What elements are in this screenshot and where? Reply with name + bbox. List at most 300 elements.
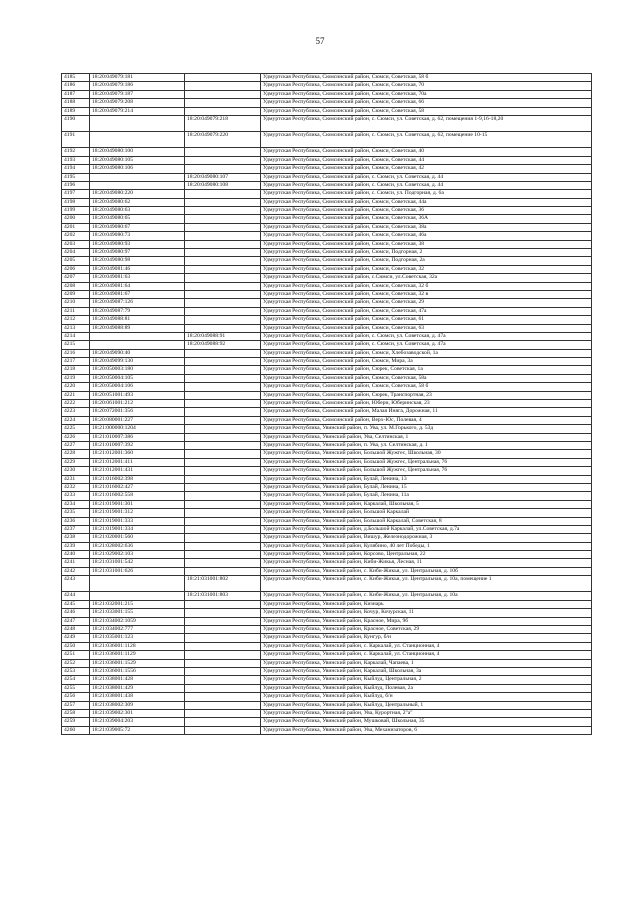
premises-number-cell xyxy=(185,425,261,433)
address-cell: Удмуртская Республика, Сюмсинский район, Сюмси, Советская, 58 б xyxy=(261,74,592,82)
table-row xyxy=(62,249,592,257)
address-cell: Удмуртская Республика, Увинский район, Кунгур, б/н xyxy=(261,634,592,642)
table-row xyxy=(62,492,592,500)
address-cell: Удмуртская Республика, Сюмсинский район, Сюрек, Советская, 1а xyxy=(261,366,592,374)
table-row xyxy=(62,609,592,617)
cadastral-number-cell: 18:21:032001:215 xyxy=(90,600,185,608)
premises-number-cell xyxy=(185,107,261,115)
address-cell: Удмуртская Республика, Увинский район, Киби-Жикья, Лесная, 11 xyxy=(261,559,592,567)
address-cell: Удмуртская Республика, Сюмсинский район, Сюмси, Советская, 66 xyxy=(261,99,592,107)
premises-number-cell xyxy=(185,165,261,173)
premises-number-cell xyxy=(185,626,261,634)
premises-number-cell xyxy=(185,500,261,508)
address-cell: Удмуртская Республика, Сюмсинский район, Сюмси, Советская, 29 xyxy=(261,299,592,307)
table-row xyxy=(62,198,592,206)
premises-number-cell: 18:20:049080:107 xyxy=(185,173,261,181)
row-number-cell: 4239 xyxy=(62,542,90,550)
premises-number-cell xyxy=(185,559,261,567)
cadastral-number-cell: 18:21:036001:1129 xyxy=(90,651,185,659)
premises-number-cell xyxy=(185,156,261,164)
cadastral-number-cell: 18:21:038001:428 xyxy=(90,676,185,684)
address-cell: Удмуртская Республика, Сюмсинский район, Сюмси, Советская, 58 xyxy=(261,107,592,115)
row-number-cell: 4190 xyxy=(62,115,90,131)
premises-number-cell xyxy=(185,509,261,517)
premises-number-cell xyxy=(185,651,261,659)
cadastral-number-cell: 18:21:033001:155 xyxy=(90,609,185,617)
table-row xyxy=(62,416,592,424)
table-row xyxy=(62,299,592,307)
table-row xyxy=(62,483,592,491)
table-row xyxy=(62,282,592,290)
table-row xyxy=(62,542,592,550)
address-cell: Удмуртская Республика, Увинский район, Кыйлуд, Центральная, 2 xyxy=(261,676,592,684)
row-number-cell: 4195 xyxy=(62,173,90,181)
premises-number-cell xyxy=(185,299,261,307)
row-number-cell: 4193 xyxy=(62,156,90,164)
cadastral-number-cell: 18:20:049081:64 xyxy=(90,282,185,290)
registry-table-body xyxy=(62,74,592,735)
address-cell: Удмуртская Республика, Увинский район, Красное, Мира, 9б xyxy=(261,617,592,625)
table-row xyxy=(62,693,592,701)
address-cell: Удмуртская Республика, Сюмсинский район, Сюмси, Советская, 47а xyxy=(261,307,592,315)
premises-number-cell xyxy=(185,198,261,206)
table-row xyxy=(62,567,592,575)
address-cell: Удмуртская Республика, Сюмсинский район, Сюмси, Советская, 44а xyxy=(261,198,592,206)
premises-number-cell xyxy=(185,567,261,575)
table-row xyxy=(62,290,592,298)
cadastral-number-cell: 18:21:020001:560 xyxy=(90,534,185,542)
address-cell: Удмуртская Республика, Сюмсинский район, с.Сюмси, ул.Советская, 32а xyxy=(261,274,592,282)
table-row xyxy=(62,551,592,559)
cadastral-number-cell: 18:21:039005:72 xyxy=(90,726,185,734)
address-cell: Удмуртская Республика, Увинский район, Ува, Курортная, 2"а" xyxy=(261,709,592,717)
premises-number-cell: 18:20:049079:218 xyxy=(185,115,261,131)
cadastral-number-cell: 18:21:038001:429 xyxy=(90,684,185,692)
cadastral-number-cell: 18:20:049090:40 xyxy=(90,349,185,357)
cadastral-number-cell: 18:20:049088:89 xyxy=(90,324,185,332)
address-cell: Удмуртская Республика, Сюмсинский район, Сюмси, Советская, 46а xyxy=(261,232,592,240)
cadastral-number-cell: 18:21:016002:398 xyxy=(90,475,185,483)
address-cell: Удмуртская Республика, Сюмсинский район, с. Сюмси, ул. Советская, д. 44 xyxy=(261,173,592,181)
row-number-cell: 4223 xyxy=(62,408,90,416)
address-cell: Удмуртская Республика, Увинский район, Большой Жужгес, Центральная, 76 xyxy=(261,458,592,466)
table-row xyxy=(62,718,592,726)
row-number-cell: 4230 xyxy=(62,467,90,475)
address-cell: Удмуртская Республика, Сюмсинский район, Юбери, Юберинская, 23 xyxy=(261,400,592,408)
row-number-cell: 4235 xyxy=(62,509,90,517)
table-row xyxy=(62,366,592,374)
address-cell: Удмуртская Республика, Сюмсинский район, Малая Иняга, Дорожная, 11 xyxy=(261,408,592,416)
row-number-cell: 4219 xyxy=(62,374,90,382)
address-cell: Удмуртская Республика, Сюмсинский район, Сюмси, Советская, 44 xyxy=(261,156,592,164)
address-cell: Удмуртская Республика, Сюмсинский район, Сюмси, Советская, 61 xyxy=(261,316,592,324)
premises-number-cell xyxy=(185,265,261,273)
address-cell: Удмуртская Республика, Увинский район, д.Большой Каркалай, ул.Советская, д.7а xyxy=(261,525,592,533)
cadastral-number-cell: 18:21:019001:312 xyxy=(90,509,185,517)
address-cell: Удмуртская Республика, Увинский район, Каркалай, Школьная, 3а xyxy=(261,667,592,675)
premises-number-cell xyxy=(185,274,261,282)
address-cell: Удмуртская Республика, Сюмсинский район, Сюмси, Советская, 38а xyxy=(261,223,592,231)
row-number-cell: 4231 xyxy=(62,475,90,483)
address-cell: Удмуртская Республика, Увинский район, Кизнарь xyxy=(261,600,592,608)
row-number-cell: 4224 xyxy=(62,416,90,424)
table-row xyxy=(62,500,592,508)
cadastral-number-cell: 18:20:049080:93 xyxy=(90,240,185,248)
cadastral-number-cell: 18:20:049087:126 xyxy=(90,299,185,307)
premises-number-cell xyxy=(185,207,261,215)
table-row xyxy=(62,374,592,382)
premises-number-cell xyxy=(185,458,261,466)
cadastral-number-cell: 18:20:049079:186 xyxy=(90,82,185,90)
address-cell: Удмуртская Республика, Увинский район, Кочур, Кочурская, 11 xyxy=(261,609,592,617)
table-row xyxy=(62,324,592,332)
table-row xyxy=(62,99,592,107)
table-row xyxy=(62,307,592,315)
cadastral-number-cell: 18:20:049081:46 xyxy=(90,265,185,273)
cadastral-number-cell: 18:21:019001:334 xyxy=(90,525,185,533)
premises-number-cell xyxy=(185,492,261,500)
table-row xyxy=(62,442,592,450)
table-row xyxy=(62,617,592,625)
premises-number-cell xyxy=(185,307,261,315)
table-row xyxy=(62,525,592,533)
premises-number-cell xyxy=(185,190,261,198)
premises-number-cell xyxy=(185,358,261,366)
row-number-cell: 4202 xyxy=(62,232,90,240)
row-number-cell: 4245 xyxy=(62,600,90,608)
premises-number-cell xyxy=(185,609,261,617)
cadastral-number-cell: 18:21:034002:1059 xyxy=(90,617,185,625)
table-row xyxy=(62,600,592,608)
table-row xyxy=(62,107,592,115)
row-number-cell: 4233 xyxy=(62,492,90,500)
address-cell: Удмуртская Республика, Сюмсинский район, с. Сюмси, ул. Подгорная, д. 6а xyxy=(261,190,592,198)
table-row xyxy=(62,559,592,567)
row-number-cell: 4237 xyxy=(62,525,90,533)
address-cell: Удмуртская Республика, Увинский район, Большой Каркалай, Советская, 8 xyxy=(261,517,592,525)
address-cell: Удмуртская Республика, Увинский район, Красное, Советская, 29 xyxy=(261,626,592,634)
row-number-cell: 4238 xyxy=(62,534,90,542)
address-cell: Удмуртская Республика, Сюмсинский район, с. Сюмси, ул. Советская, д. 47а xyxy=(261,332,592,340)
table-row xyxy=(62,82,592,90)
cadastral-number-cell: 18:20:080001:227 xyxy=(90,416,185,424)
table-row xyxy=(62,332,592,340)
row-number-cell: 4260 xyxy=(62,726,90,734)
address-cell: Удмуртская Республика, Сюмсинский район, Сюмси, Советская, 32 в xyxy=(261,290,592,298)
premises-number-cell: 18:21:031001:803 xyxy=(185,592,261,600)
premises-number-cell xyxy=(185,617,261,625)
address-cell: Удмуртская Республика, Сюмсинский район, Сюмси, Советская, 40 xyxy=(261,148,592,156)
cadastral-number-cell: 18:20:049080:105 xyxy=(90,156,185,164)
address-cell: Удмуртская Республика, Сюмсинский район, Сюмси, Мира, 3а xyxy=(261,358,592,366)
premises-number-cell xyxy=(185,90,261,98)
premises-number-cell xyxy=(185,450,261,458)
table-row xyxy=(62,74,592,82)
table-row xyxy=(62,358,592,366)
address-cell: Удмуртская Республика, Сюмсинский район, с. Сюмси, ул. Советская, д. 47а xyxy=(261,341,592,349)
cadastral-number-cell xyxy=(90,576,185,592)
address-cell: Удмуртская Республика, Увинский район, Кулябино, 40 лет Победы, 1 xyxy=(261,542,592,550)
row-number-cell: 4216 xyxy=(62,349,90,357)
address-cell: Удмуртская Республика, Сюмсинский район, Верх-Юс, Полевая, 4 xyxy=(261,416,592,424)
row-number-cell: 4227 xyxy=(62,442,90,450)
cadastral-number-cell: 18:20:049087:79 xyxy=(90,307,185,315)
row-number-cell: 4214 xyxy=(62,332,90,340)
row-number-cell: 4247 xyxy=(62,617,90,625)
table-row xyxy=(62,383,592,391)
premises-number-cell xyxy=(185,634,261,642)
row-number-cell: 4236 xyxy=(62,517,90,525)
table-row xyxy=(62,181,592,189)
row-number-cell: 4197 xyxy=(62,190,90,198)
cadastral-number-cell: 18:20:051001:493 xyxy=(90,391,185,399)
table-row xyxy=(62,165,592,173)
address-cell: Удмуртская Республика, Сюмсинский район, с. Сюмси, ул. Советская, д. 44 xyxy=(261,181,592,189)
premises-number-cell xyxy=(185,642,261,650)
cadastral-number-cell: 18:21:028002:636 xyxy=(90,542,185,550)
premises-number-cell xyxy=(185,374,261,382)
premises-number-cell xyxy=(185,316,261,324)
row-number-cell: 4213 xyxy=(62,324,90,332)
address-cell: Удмуртская Республика, Увинский район, Большой Жужгес, Школьная, 30 xyxy=(261,450,592,458)
address-cell: Удмуртская Республика, Сюмсинский район, Сюмси, Советская, 63 xyxy=(261,324,592,332)
table-row xyxy=(62,341,592,349)
row-number-cell: 4225 xyxy=(62,425,90,433)
premises-number-cell xyxy=(185,442,261,450)
premises-number-cell xyxy=(185,684,261,692)
address-cell: Удмуртская Республика, Сюмсинский район, Сюмси, Советская, 58а xyxy=(261,374,592,382)
cadastral-number-cell: 18:20:049081:67 xyxy=(90,290,185,298)
address-cell: Удмуртская Республика, Увинский район, п. Ува, ул. Селтинская, д. 1 xyxy=(261,442,592,450)
row-number-cell: 4249 xyxy=(62,634,90,642)
cadastral-number-cell xyxy=(90,592,185,600)
row-number-cell: 4198 xyxy=(62,198,90,206)
row-number-cell: 4253 xyxy=(62,667,90,675)
premises-number-cell xyxy=(185,290,261,298)
row-number-cell: 4259 xyxy=(62,718,90,726)
cadastral-number-cell: 18:20:049080:106 xyxy=(90,165,185,173)
address-cell: Удмуртская Республика, Сюмсинский район, Сюрек, Транспортная, 23 xyxy=(261,391,592,399)
premises-number-cell xyxy=(185,249,261,257)
row-number-cell: 4186 xyxy=(62,82,90,90)
row-number-cell: 4205 xyxy=(62,257,90,265)
premises-number-cell xyxy=(185,433,261,441)
table-row xyxy=(62,667,592,675)
table-row xyxy=(62,475,592,483)
premises-number-cell xyxy=(185,349,261,357)
table-row xyxy=(62,634,592,642)
premises-number-cell xyxy=(185,709,261,717)
table-row xyxy=(62,509,592,517)
address-cell: Удмуртская Республика, Увинский район, Мушковай, Школьная, 35 xyxy=(261,718,592,726)
page-number: 57 xyxy=(315,36,325,46)
table-row xyxy=(62,349,592,357)
premises-number-cell xyxy=(185,416,261,424)
cadastral-number-cell: 18:20:049080:73 xyxy=(90,232,185,240)
address-cell: Удмуртская Республика, Сюмсинский район, Сюмси, Подгорная, 2 xyxy=(261,249,592,257)
row-number-cell: 4200 xyxy=(62,215,90,223)
row-number-cell: 4199 xyxy=(62,207,90,215)
address-cell: Удмуртская Республика, Сюмсинский район, Сюмси, Советская, 70а xyxy=(261,90,592,98)
cadastral-number-cell: 18:21:035001:123 xyxy=(90,634,185,642)
table-row xyxy=(62,450,592,458)
table-row xyxy=(62,215,592,223)
table-row xyxy=(62,223,592,231)
cadastral-number-cell: 18:21:000000:1204 xyxy=(90,425,185,433)
cadastral-number-cell: 18:21:038001:438 xyxy=(90,693,185,701)
premises-number-cell: 18:20:049080:108 xyxy=(185,181,261,189)
row-number-cell: 4252 xyxy=(62,659,90,667)
premises-number-cell xyxy=(185,282,261,290)
row-number-cell: 4218 xyxy=(62,366,90,374)
cadastral-number-cell: 18:20:050004:105 xyxy=(90,374,185,382)
address-cell: Удмуртская Республика, Сюмсинский район, Сюмси, Советская, 32 б xyxy=(261,282,592,290)
row-number-cell: 4251 xyxy=(62,651,90,659)
cadastral-number-cell: 18:21:012001:411 xyxy=(90,458,185,466)
premises-number-cell xyxy=(185,726,261,734)
cadastral-number-cell: 18:21:029002:103 xyxy=(90,551,185,559)
premises-number-cell xyxy=(185,718,261,726)
row-number-cell: 4203 xyxy=(62,240,90,248)
row-number-cell: 4211 xyxy=(62,307,90,315)
premises-number-cell xyxy=(185,483,261,491)
cadastral-number-cell: 18:20:049080:100 xyxy=(90,148,185,156)
cadastral-number-cell: 18:21:019001:333 xyxy=(90,517,185,525)
address-cell: Удмуртская Республика, Сюмсинский район, с. Сюмси, ул. Советская, д. 62, помещение 10-15 xyxy=(261,132,592,148)
premises-number-cell: 18:20:049079:220 xyxy=(185,132,261,148)
row-number-cell: 4254 xyxy=(62,676,90,684)
premises-number-cell xyxy=(185,391,261,399)
row-number-cell: 4204 xyxy=(62,249,90,257)
cadastral-number-cell xyxy=(90,181,185,189)
row-number-cell: 4194 xyxy=(62,165,90,173)
cadastral-number-cell: 18:20:072001:356 xyxy=(90,408,185,416)
address-cell: Удмуртская Республика, Увинский район, Кыйлуд, б/н xyxy=(261,693,592,701)
premises-number-cell xyxy=(185,99,261,107)
row-number-cell: 4189 xyxy=(62,107,90,115)
address-cell: Удмуртская Республика, Увинский район, Ува, Механизаторов, 6 xyxy=(261,726,592,734)
premises-number-cell xyxy=(185,240,261,248)
row-number-cell: 4188 xyxy=(62,99,90,107)
premises-number-cell xyxy=(185,74,261,82)
table-row xyxy=(62,676,592,684)
cadastral-number-cell: 18:20:049079:181 xyxy=(90,74,185,82)
premises-number-cell xyxy=(185,82,261,90)
address-cell: Удмуртская Республика, Увинский район, с. Киби-Жикья, ул. Центральная, д. 10а xyxy=(261,592,592,600)
premises-number-cell xyxy=(185,324,261,332)
row-number-cell: 4191 xyxy=(62,132,90,148)
premises-number-cell xyxy=(185,517,261,525)
table-row xyxy=(62,467,592,475)
table-row xyxy=(62,232,592,240)
table-row xyxy=(62,458,592,466)
cadastral-number-cell: 18:20:049080:65 xyxy=(90,215,185,223)
row-number-cell: 4240 xyxy=(62,551,90,559)
table-row xyxy=(62,316,592,324)
row-number-cell: 4217 xyxy=(62,358,90,366)
premises-number-cell xyxy=(185,148,261,156)
address-cell: Удмуртская Республика, Сюмсинский район, Сюмси, Советская, 36 xyxy=(261,207,592,215)
table-row xyxy=(62,726,592,734)
premises-number-cell xyxy=(185,667,261,675)
address-cell: Удмуртская Республика, Сюмсинский район, Сюмси, Хлебозаводской, 1а xyxy=(261,349,592,357)
cadastral-number-cell: 18:21:036001:1529 xyxy=(90,659,185,667)
address-cell: Удмуртская Республика, Увинский район, п. Ува, ул. М.Горького, д. 53д xyxy=(261,425,592,433)
row-number-cell: 4207 xyxy=(62,274,90,282)
premises-number-cell: 18:21:031001:802 xyxy=(185,576,261,592)
table-row xyxy=(62,156,592,164)
row-number-cell: 4255 xyxy=(62,684,90,692)
table-row xyxy=(62,651,592,659)
premises-number-cell xyxy=(185,600,261,608)
address-cell: Удмуртская Республика, Увинский район, Каркалай, Школьная, 5 xyxy=(261,500,592,508)
cadastral-number-cell xyxy=(90,173,185,181)
cadastral-number-cell: 18:20:049080:98 xyxy=(90,257,185,265)
address-cell: Удмуртская Республика, Увинский район, Большой Каркалай xyxy=(261,509,592,517)
row-number-cell: 4201 xyxy=(62,223,90,231)
cadastral-number-cell: 18:21:031001:626 xyxy=(90,567,185,575)
row-number-cell: 4187 xyxy=(62,90,90,98)
cadastral-number-cell: 18:20:049080:62 xyxy=(90,198,185,206)
premises-number-cell xyxy=(185,659,261,667)
row-number-cell: 4208 xyxy=(62,282,90,290)
table-row xyxy=(62,265,592,273)
cadastral-number-cell: 18:20:049079:208 xyxy=(90,99,185,107)
table-row xyxy=(62,190,592,198)
cadastral-number-cell: 18:20:050003:180 xyxy=(90,366,185,374)
table-row xyxy=(62,148,592,156)
table-row xyxy=(62,701,592,709)
table-row xyxy=(62,659,592,667)
row-number-cell: 4185 xyxy=(62,74,90,82)
row-number-cell: 4234 xyxy=(62,500,90,508)
cadastral-number-cell: 18:20:049079:187 xyxy=(90,90,185,98)
cadastral-number-cell: 18:20:049080:220 xyxy=(90,190,185,198)
address-cell: Удмуртская Республика, Увинский район, с. Каркалай, ул. Станционная, 4 xyxy=(261,642,592,650)
address-cell: Удмуртская Республика, Увинский район, Каркалай, Чапаева, 1 xyxy=(261,659,592,667)
address-cell: Удмуртская Республика, Увинский район, Корсово, Центральная, 22 xyxy=(261,551,592,559)
address-cell: Удмуртская Республика, Сюмсинский район, Сюмси, Советская, 32 xyxy=(261,265,592,273)
address-cell: Удмуртская Республика, Сюмсинский район, Сюмси, Советская, 70 xyxy=(261,82,592,90)
row-number-cell: 4226 xyxy=(62,433,90,441)
row-number-cell: 4210 xyxy=(62,299,90,307)
row-number-cell: 4228 xyxy=(62,450,90,458)
table-row xyxy=(62,642,592,650)
table-row xyxy=(62,517,592,525)
table-row xyxy=(62,132,592,148)
premises-number-cell xyxy=(185,257,261,265)
premises-number-cell xyxy=(185,525,261,533)
row-number-cell: 4232 xyxy=(62,483,90,491)
address-cell: Удмуртская Республика, Сюмсинский район, Сюмси, Советская, 36А xyxy=(261,215,592,223)
address-cell: Удмуртская Республика, Сюмсинский район, Сюмси, Подгорная, 2а xyxy=(261,257,592,265)
table-row xyxy=(62,425,592,433)
cadastral-number-cell: 18:21:036001:1556 xyxy=(90,667,185,675)
table-row xyxy=(62,684,592,692)
row-number-cell: 4244 xyxy=(62,592,90,600)
premises-number-cell xyxy=(185,542,261,550)
address-cell: Удмуртская Республика, Увинский район, с. Киби-Жикья, ул. Центральная, д. 10б xyxy=(261,567,592,575)
table-row xyxy=(62,592,592,600)
cadastral-number-cell: 18:21:010007:392 xyxy=(90,442,185,450)
row-number-cell: 4192 xyxy=(62,148,90,156)
row-number-cell: 4212 xyxy=(62,316,90,324)
cadastral-number-cell: 18:20:049080:63 xyxy=(90,207,185,215)
premises-number-cell xyxy=(185,232,261,240)
cadastral-number-cell: 18:20:049079:214 xyxy=(90,107,185,115)
premises-number-cell xyxy=(185,215,261,223)
cadastral-number-cell xyxy=(90,132,185,148)
